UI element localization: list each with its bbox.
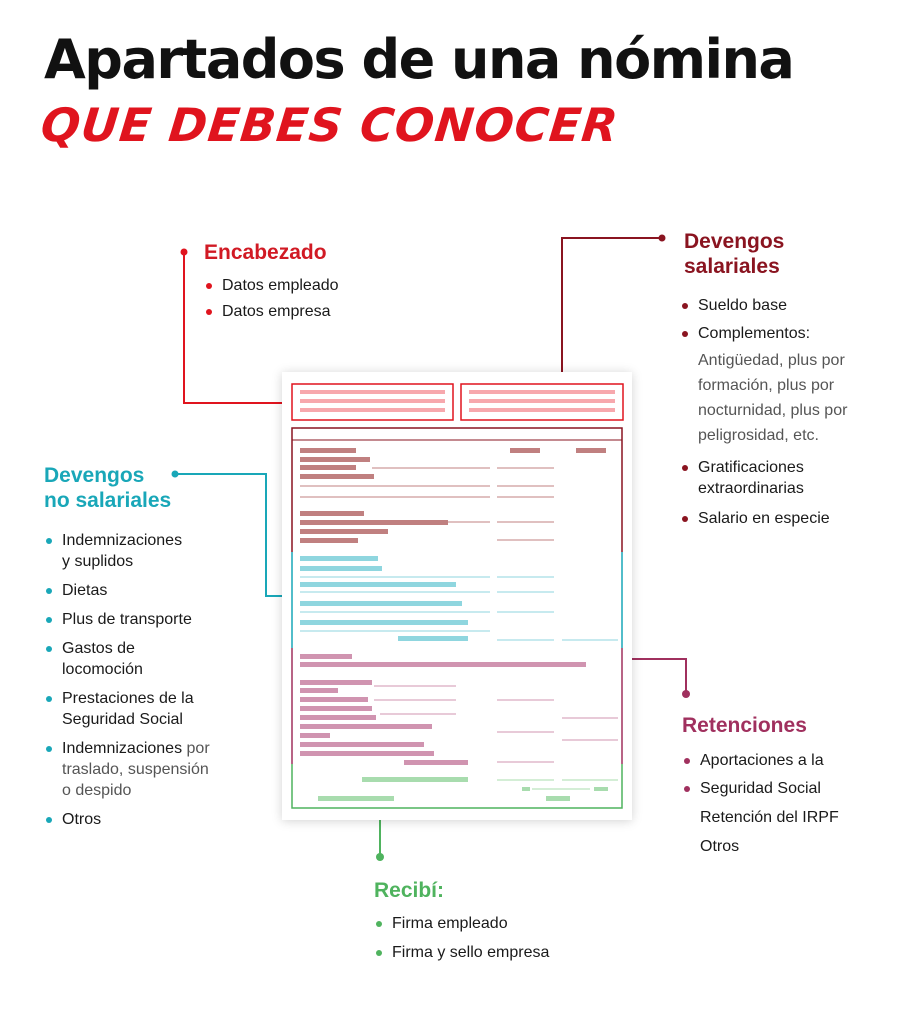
recibi-item: Firma y sello empresa [374,942,549,963]
item-detail: formación, plus por [698,377,835,394]
recibi-title: Recibí: [374,879,445,902]
devengos-no-salariales-item [44,809,269,830]
item-label: extraordinarias [698,480,804,497]
retenciones-item: Seguridad Social [682,778,892,799]
devengos-salariales-title-line1: Devengos [684,230,785,253]
item-label: Complementos: [698,325,811,342]
connector-recibi-dot [376,853,384,861]
subtitle: QUE DEBES CONOCER [38,98,622,152]
devengos-no-salariales-item [44,580,269,601]
item-text: Gastos de [62,640,135,657]
item-text: y suplidos [62,553,134,570]
item-label: Gratificaciones [698,459,804,476]
retenciones-extra: Otros [700,838,740,855]
item-label: Salario en especie [698,510,830,527]
item-text: traslado, suspensión [62,761,209,778]
main-title: Apartados de una nómina [44,28,794,91]
item-text: Prestaciones de la [62,690,194,707]
item-detail: Antigüedad, plus por [698,352,845,369]
encabezado-title: Encabezado [204,241,327,264]
item-text: Seguridad Social [62,711,183,728]
devengos-salariales-item [680,323,894,448]
devengos-no-salariales-item [44,738,269,801]
item-text: Indemnizaciones [62,532,183,549]
section-retenciones [682,713,892,857]
encabezado-item: Datos empleado [204,275,339,296]
item-text: Plus de transporte [62,611,192,628]
section-recibi [374,878,549,971]
payslip-illustration [282,372,632,820]
devengos-no-salariales-item [44,609,269,630]
devengos-no-salariales-item [44,530,269,572]
devengos-salariales-item [680,457,894,499]
retenciones-item: Aportaciones a la [682,750,892,771]
item-label: Sueldo base [698,297,787,314]
devengos-salariales-title-line2: salariales [684,255,780,278]
devengos-no-salariales-item [44,688,269,730]
devengos-no-salariales-title-line2: no salariales [44,489,172,512]
encabezado-item: Datos empresa [204,301,339,322]
section-devengos-salariales [684,229,894,536]
payslip-document [282,372,632,820]
devengos-no-salariales-title [44,463,269,513]
item-text-strong: Indemnizaciones [62,740,183,757]
devengos-salariales-item [680,295,894,316]
connector-retenciones-dot [682,690,690,698]
item-text: locomoción [62,661,143,678]
section-encabezado [204,240,339,327]
devengos-salariales-title [684,229,894,279]
recibi-item: Firma empleado [374,913,549,934]
devengos-no-salariales-title-line1: Devengos [44,464,145,487]
connector-devengos-salariales-dot [659,235,666,242]
item-text: por [182,740,210,757]
devengos-salariales-item [680,508,894,529]
item-text: o despido [62,782,132,799]
item-text: Dietas [62,582,108,599]
retenciones-extra: Retención del IRPF [700,809,839,826]
retenciones-title: Retenciones [682,714,807,737]
item-detail: peligrosidad, etc. [698,427,819,444]
item-detail: nocturnidad, plus por [698,402,848,419]
section-devengos-no-salariales [44,463,269,838]
devengos-no-salariales-item [44,638,269,680]
item-text: Otros [62,811,102,828]
connector-encabezado-dot [181,249,188,256]
